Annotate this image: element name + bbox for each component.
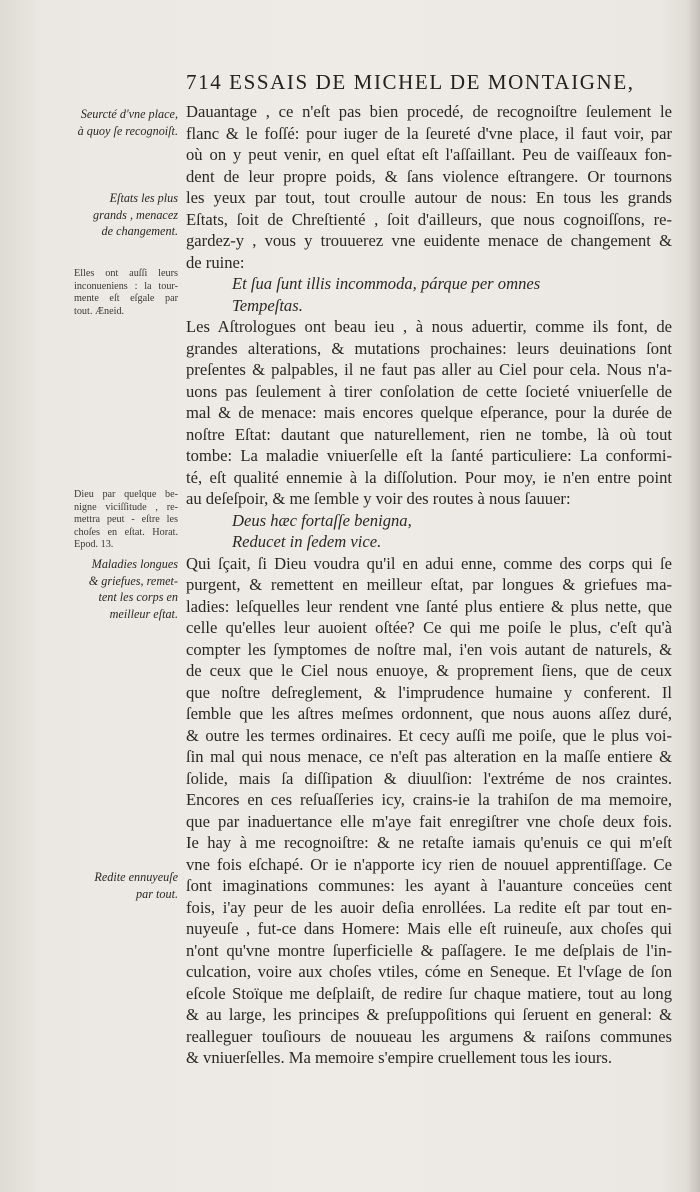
text-line: n'ont qu'vne montre ſuperficielle & paſſagere. Ie me deſplais de l'in- — [186, 940, 672, 960]
text-line: au deſeſpoir, & me ſemble y voir des routes à nous ſauuer: — [186, 489, 571, 508]
text-line: gardez-y , vous y trouuerez vne euidente menace de changement & — [186, 231, 672, 250]
text-line: Encores en ces reſuaſſeries icy, crains-ie la trahiſon de ma memoire, — [186, 790, 672, 809]
text-line: celle qu'elles leur auoient oſtée? Ce qui me poiſe le plus, c'eſt qu'à — [186, 618, 672, 637]
margin-note-maladies — [50, 556, 178, 622]
text-line: où on y peut venir, en quel eſtat eſt l'aſſaillant. Peu de vaiſſeaux fon- — [186, 145, 672, 164]
margin-note-line: à quoy ſe recognoiſt. — [77, 123, 178, 138]
margin-note-line: de changement. — [101, 224, 178, 238]
text-line: Eſtats, ſoit de Chreſtienté , ſoit d'ailleurs, que nous cognoiſſons, re- — [186, 209, 672, 229]
text-line: flanc & le foſſé: pour iuger de la ſeureté d'vne place, il faut voir, par — [186, 123, 672, 143]
margin-note-translation-horace — [74, 489, 178, 552]
text-line: & outre les termes ordinaires. Et cecy auſſi me poiſe, que le plus voi- — [186, 725, 672, 745]
margin-note-line: Dieu par quelque be- — [74, 489, 178, 500]
text-line: compter les ſymptomes de noſtre mal, i'en vois autant de naturels, & — [186, 639, 672, 659]
margin-note-line: choſes en eſtat. Horat. — [74, 526, 178, 538]
margin-note-line: Elles ont auſſi leurs — [74, 268, 178, 279]
margin-note-line: tout. Æneid. — [74, 305, 125, 317]
margin-note-line: & griefues, remet- — [88, 573, 178, 588]
margin-note-line: Eſtats les plus — [109, 191, 178, 205]
text-line: culcation, voire aux choſes vtiles, cóme en Seneque. Et l'vſage de ſon — [186, 962, 672, 981]
text-line: ſemble que les aſtres meſmes ordonnent, que nous auons aſſez duré, — [186, 704, 672, 723]
text-line: & au large, les principes & preſuppoſitions qui ſeruent en general: & — [186, 1005, 672, 1024]
margin-note-line: inconueniens : la tour- — [74, 280, 178, 292]
text-line: les yeux par tout, tout croulle autour de nous: En tous les grands — [186, 188, 672, 207]
text-line: té, eſt qualité ennemie à la diſſolution. Pour moy, ie n'en entre point — [186, 467, 672, 487]
text-line: ſont imaginations communes: les ayant à l'auanture conceües cent — [186, 876, 672, 895]
text-line: Qui ſçait, ſi Dieu voudra qu'il en adui enne, comme des corps qui ſe — [186, 553, 672, 573]
text-line: que par inaduertance elle m'aye fait enregiſtrer vne choſe deux fois. — [186, 811, 672, 831]
verse-line: Deus hæc fortaſſe benigna, — [232, 510, 412, 530]
margin-note-redite — [50, 869, 178, 902]
page-edge-shadow — [686, 0, 700, 1192]
text-line: mal & de menace: mais encores quelque eſperance, pour la durée de — [186, 403, 672, 422]
text-line: vne fois eſchapé. Or ie n'apporte icy rien de nouuel apprentiſſage. Ce — [186, 854, 672, 874]
margin-note-line: par tout. — [136, 886, 178, 901]
margin-note-estats — [50, 190, 178, 240]
text-line: nuyeuſe , fut-ce dans Homere: Mais elle eſt ruineuſe, aux choſes qui — [186, 919, 672, 938]
margin-note-line: Maladies longues — [91, 557, 178, 571]
text-line: ſolide, mais ſa diſſipation & diuulſion: l'extréme de nos craintes. — [186, 768, 672, 788]
text-line: noſtre Eſtat: dautant que naturellement, rien ne tombe, là où tout — [186, 424, 672, 444]
text-line: dent de leur propre poids, & ſans violence eſtrangere. Or tournons — [186, 166, 672, 186]
text-line: Les Aſtrologues ont beau ieu , à nous aduertir, comme ils font, de — [186, 317, 672, 336]
text-line: & vniuerſelles. Ma memoire s'empire cruellement tous les iours. — [186, 1048, 613, 1067]
running-head: 714 ESSAIS DE MICHEL DE MONTAIGNE, — [186, 70, 635, 94]
text-line: fois, i'ay peur de les auoir deſia enrollées. La redite eſt par tout en- — [186, 897, 672, 917]
margin-note-line: mente eſt eſgale par — [74, 293, 178, 305]
text-line: uons pas ſeulement à tirer conſolation de cette ſocieté vniuerſelle de — [186, 381, 672, 401]
text-line: ſin mal qui nous menace, ce n'eſt pas alteration en la maſſe entiere & — [186, 747, 672, 766]
text-line: tombe: La maladie vniuerſelle eſt la ſanté particuliere: La conformi- — [186, 446, 672, 465]
margin-note-line: tent les corps en — [98, 590, 178, 604]
text-line: realleguer touſiours de nouueau les argumens & raiſons communes — [186, 1026, 672, 1046]
verse-line: Reducet in ſedem vice. — [232, 532, 382, 551]
text-line: preſentes & palpables, il ne faut pas aller au Ciel pour cela. Nous n'a- — [186, 360, 672, 379]
verse-line: Tempeſtas. — [232, 295, 303, 315]
margin-note-line: meilleur eſtat. — [109, 606, 178, 621]
text-line: eſcole Stoïque me deſplaiſt, de redire ſur chaque matiere, tout au long — [186, 983, 672, 1003]
text-line: purgent, & remettent en meilleur eſtat, par longues & griefues ma- — [186, 575, 672, 594]
verse-line: Et ſua ſunt illis incommoda, párque per omnes — [232, 274, 541, 293]
text-line: Dauantage , ce n'eſt pas bien procedé, de recognoiſtre ſeulement le — [186, 102, 672, 121]
text-line: de ruine: — [186, 252, 245, 272]
text-line: grandes alterations, & mutations prochaines: leurs deuinations ſont — [186, 338, 672, 358]
margin-note-seurete — [50, 106, 178, 139]
text-line: de ceux que le Ciel nous enuoye, & proprement ſiens, que de ceux — [186, 661, 672, 680]
text-line: Ie hay à me recognoiſtre: & ne retaſte iamais qu'enuis ce qui m'eſt — [186, 833, 672, 852]
margin-note-line: mettra peut - eſtre les — [74, 514, 178, 526]
margin-note-line: Seurcté d'vne place, — [80, 107, 178, 121]
text-line: que noſtre deſreglement, & l'imprudence humaine y conferent. Il — [186, 682, 672, 702]
margin-note-line: grands , menacez — [93, 207, 178, 222]
margin-note-line: Epod. 13. — [74, 539, 114, 551]
text-line: ladies: leſquelles leur rendent vne ſanté plus entiere & plus nette, que — [186, 596, 672, 616]
margin-note-translation-aeneid — [74, 268, 178, 318]
main-text-block — [186, 101, 672, 1069]
margin-note-line: nigne viciſſitude , re- — [74, 501, 178, 513]
margin-note-line: Redite ennuyeuſe — [94, 870, 178, 884]
